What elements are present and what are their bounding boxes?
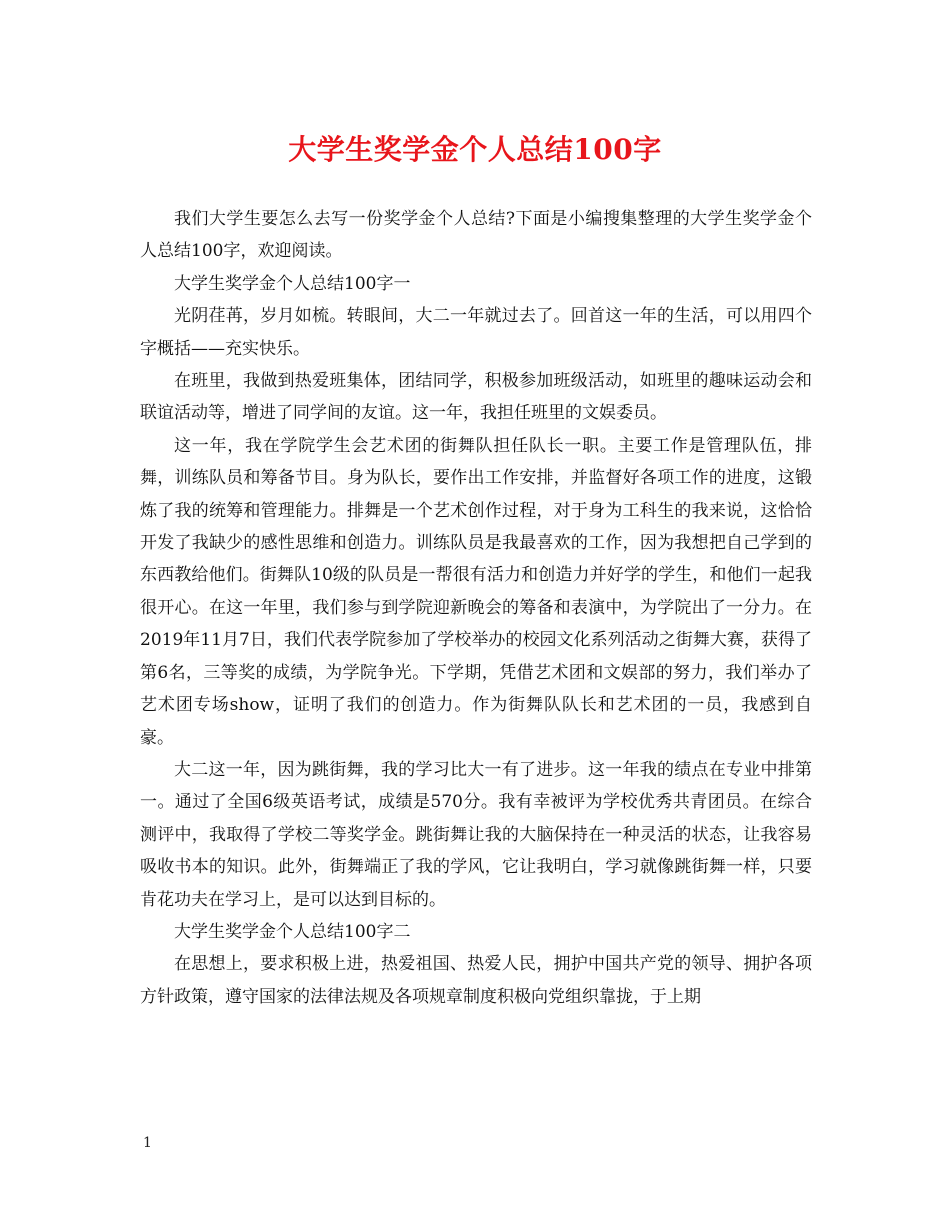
body-paragraph: 在班里，我做到热爱班集体，团结同学，积极参加班级活动，如班里的趣味运动会和联谊活动等，增进了同学间的友谊。这一年，我担任班里的文娱委员。 (140, 371, 812, 424)
page-number: 1 (143, 1135, 152, 1151)
intro-paragraph: 我们大学生要怎么去写一份奖学金个人总结?下面是小编搜集整理的大学生奖学金个人总结100字，欢迎阅读。 (140, 209, 812, 262)
body-paragraph: 光阴荏苒，岁月如梳。转眼间，大二一年就过去了。回首这一年的生活，可以用四个字概括——充实快乐。 (140, 306, 812, 359)
document-body (140, 203, 812, 1013)
section-heading-2: 大学生奖学金个人总结100字二 (174, 921, 411, 942)
body-paragraph: 这一年，我在学院学生会艺术团的街舞队担任队长一职。主要工作是管理队伍，排舞，训练队员和筹备节目。身为队长，要作出工作安排，并监督好各项工作的进度，这锻炼了我的统筹和管理能力。排舞是一个艺术创作过程，对于身为工科生的我来说，这恰恰开发了我缺少的感性思维和创造力。训练队员是我最喜欢的工作，因为我想把自己学到的东西教给他们。街舞队10级的队员是一帮很有活力和创造力并好学的学生，和他们一起我很开心。在这一年里，我们参与到学院迎新晚会的筹备和表演中，为学院出了一分力。在2019年11月7日，我们代表学院参加了学校举办的校园文化系列活动之街舞大赛，获得了第6名，三等奖的成绩，为学院争光。下学期，凭借艺术团和文娱部的努力，我们举办了艺术团专场show，证明了我们的创造力。作为街舞队队长和艺术团的一员，我感到自豪。 (140, 435, 812, 748)
body-paragraph: 在思想上，要求积极上进，热爱祖国、热爱人民，拥护中国共产党的领导、拥护各项方针政策，遵守国家的法律法规及各项规章制度积极向党组织靠拢，于上期 (140, 954, 812, 1007)
document-title: 大学生奖学金个人总结100字 (288, 133, 662, 166)
body-paragraph: 大二这一年，因为跳街舞，我的学习比大一有了进步。这一年我的绩点在专业中排第一。通过了全国6级英语考试，成绩是570分。我有幸被评为学校优秀共青团员。在综合测评中，我取得了学校二等奖学金。跳街舞让我的大脑保持在一种灵活的状态，让我容易吸收书本的知识。此外，街舞端正了我的学风，它让我明白，学习就像跳街舞一样，只要肯花功夫在学习上，是可以达到目标的。 (140, 759, 812, 910)
section-heading-1: 大学生奖学金个人总结100字一 (174, 273, 411, 294)
